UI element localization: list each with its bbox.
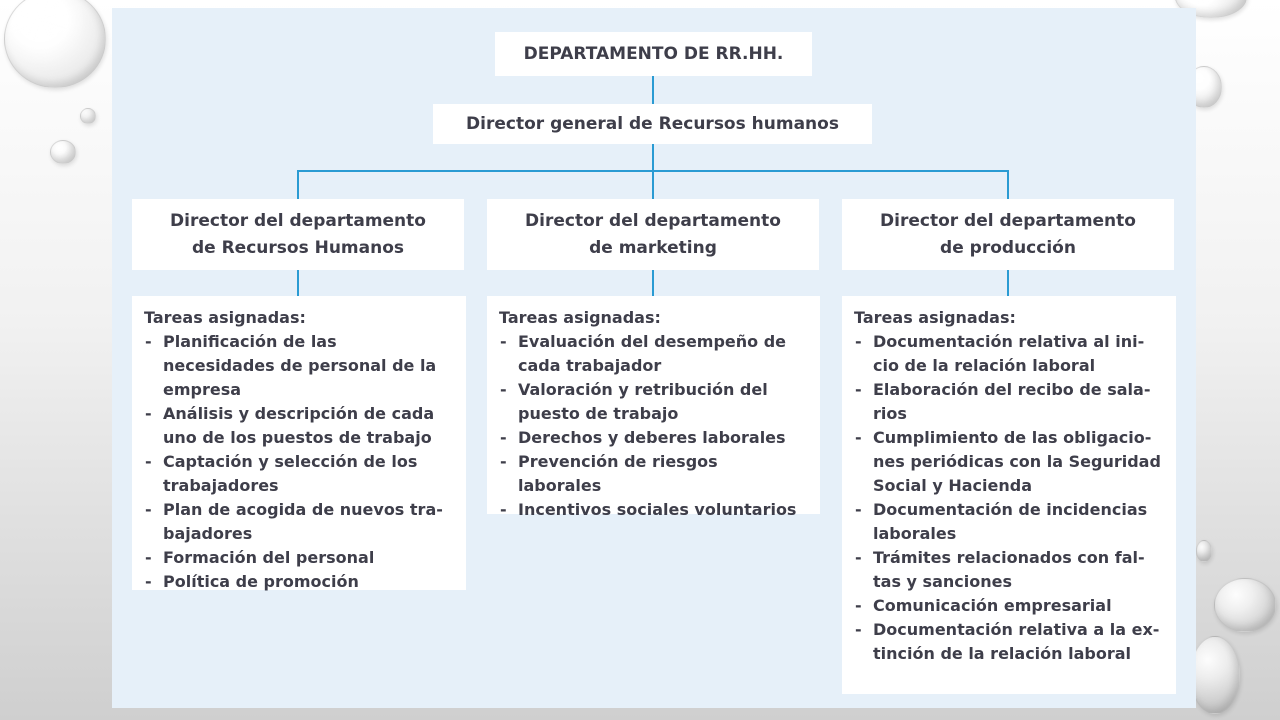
connector-to-production-director xyxy=(1007,170,1009,199)
task-item: - Captación y selección de los trabajadores xyxy=(144,450,452,498)
task-item: - Incentivos sociales voluntarios xyxy=(499,498,806,522)
rrhh-tasks-box xyxy=(132,296,466,590)
connector-general-down xyxy=(652,144,654,170)
task-list xyxy=(854,330,1162,666)
org-chart-panel xyxy=(112,8,1196,708)
connector-to-rrhh-director xyxy=(297,170,299,199)
task-item: - Derechos y deberes laborales xyxy=(499,426,806,450)
production-tasks-box xyxy=(842,296,1176,694)
connector-production-to-tasks xyxy=(1007,270,1009,296)
connector-rrhh-to-tasks xyxy=(297,270,299,296)
water-droplet-decoration xyxy=(80,108,96,124)
task-item: - Evaluación del desempeño de cada trabajador xyxy=(499,330,806,378)
task-item: - Cumplimiento de las obligacio-nes periódicas con la Seguridad Social y Hacienda xyxy=(854,426,1162,498)
marketing-tasks-box xyxy=(487,296,820,519)
general-director-box xyxy=(433,104,872,144)
director-label-line1: Director del departamento xyxy=(170,211,426,231)
task-item: - Valoración y retribución del puesto de trabajo xyxy=(499,378,806,426)
water-droplet-decoration xyxy=(1214,578,1276,632)
department-title-box xyxy=(495,32,812,76)
connector-title-to-general xyxy=(652,76,654,104)
director-label-line1: Director del departamento xyxy=(880,211,1136,231)
water-droplet-decoration xyxy=(1190,636,1240,714)
task-item: - Prevención de riesgos laborales xyxy=(499,450,806,498)
task-list xyxy=(499,330,806,522)
task-item: - Comunicación empresarial xyxy=(854,594,1162,618)
director-label-line2: de producción xyxy=(940,238,1076,258)
tasks-heading: Tareas asignadas: xyxy=(144,308,306,327)
director-label-line2: de Recursos Humanos xyxy=(191,238,405,258)
task-item: - Documentación relativa al ini-cio de la relación laboral xyxy=(854,330,1162,378)
marketing-director-box xyxy=(487,199,819,270)
production-director-box xyxy=(842,199,1174,270)
task-list xyxy=(144,330,452,594)
connector-to-marketing-director xyxy=(652,170,654,199)
tasks-heading: Tareas asignadas: xyxy=(854,308,1016,327)
water-droplet-decoration xyxy=(50,140,76,164)
task-item: - Documentación de incidencias laborales xyxy=(854,498,1162,546)
task-item: - Plan de acogida de nuevos tra-bajadores xyxy=(144,498,452,546)
water-droplet-decoration xyxy=(4,0,106,88)
task-item: - Política de promoción xyxy=(144,570,452,594)
task-item: - Planificación de las necesidades de personal de la empresa xyxy=(144,330,452,402)
connector-marketing-to-tasks xyxy=(652,270,654,296)
tasks-heading: Tareas asignadas: xyxy=(499,308,661,327)
water-droplet-decoration xyxy=(1196,540,1212,562)
task-item: - Trámites relacionados con fal-tas y sanciones xyxy=(854,546,1162,594)
task-item: - Formación del personal xyxy=(144,546,452,570)
task-item: - Análisis y descripción de cada uno de los puestos de trabajo xyxy=(144,402,452,450)
task-item: - Elaboración del recibo de sala-rios xyxy=(854,378,1162,426)
director-label-line1: Director del departamento xyxy=(525,211,781,231)
task-item: - Documentación relativa a la ex-tinción de la relación laboral xyxy=(854,618,1162,666)
department-title: DEPARTAMENTO DE RR.HH. xyxy=(523,44,784,64)
director-label-line2: de marketing xyxy=(589,238,717,258)
general-director-label: Director general de Recursos humanos xyxy=(466,114,839,134)
rrhh-director-box xyxy=(132,199,464,270)
